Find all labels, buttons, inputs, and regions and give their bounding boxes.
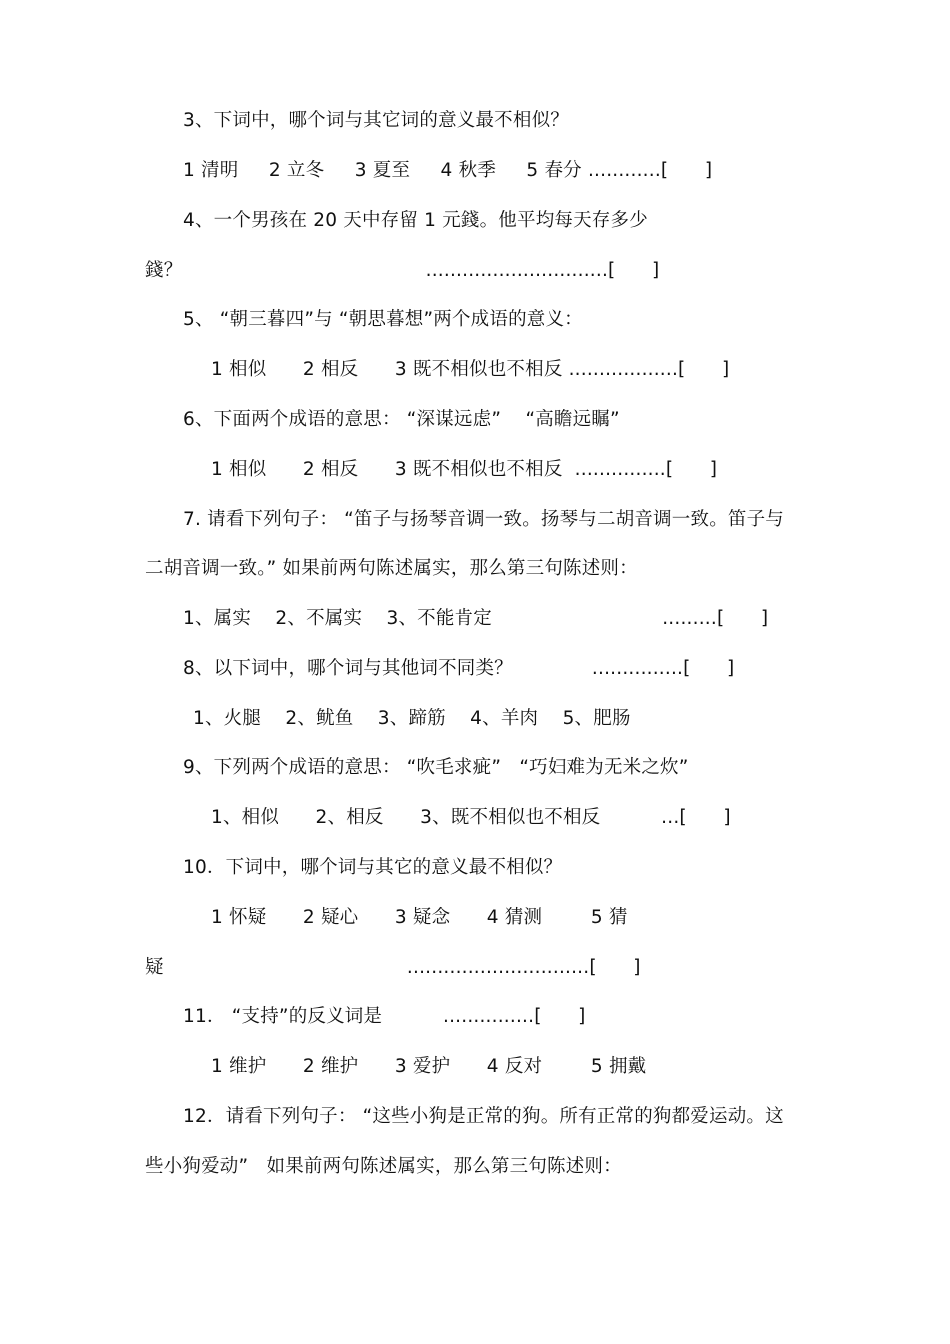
question-7-options: 1、属实 2、不属实 3、不能肯定 .........[ ] [183,608,769,629]
question-10-options: 1 怀疑 2 疑心 3 疑念 4 猜测 5 猜 [211,907,628,928]
question-6-options: 1 相似 2 相反 3 既不相似也不相反 ...............[ ] [211,459,718,480]
question-3: 3、下词中，哪个词与其它词的意义最不相似？ [183,110,569,131]
question-11: 11． “支持”的反义词是 ...............[ ] [183,1006,586,1027]
question-7: 7. 请看下列句子： “笛子与扬琴音调一致。扬琴与二胡音调一致。笛子与 [183,509,784,530]
question-12: 12．请看下列句子： “这些小狗是正常的狗。所有正常的狗都爱运动。这 [183,1106,784,1127]
question-10: 10．下词中，哪个词与其它的意义最不相似？ [183,857,563,878]
question-7-continued: 二胡音调一致。” 如果前两句陈述属实，那么第三句陈述则： [145,558,638,579]
question-5-options: 1 相似 2 相反 3 既不相似也不相反 ..................[ ] [211,359,730,380]
question-9: 9、下列两个成语的意思： “吹毛求疵” “巧妇难为无米之炊” [183,757,689,778]
question-8: 8、以下词中，哪个词与其他词不同类？ ...............[ ] [183,658,735,679]
question-3-options: 1 清明 2 立冬 3 夏至 4 秋季 5 春分 ............[ ] [183,160,713,181]
question-10-continued: 疑 ..............................[ ] [145,957,641,978]
question-11-options: 1 维护 2 维护 3 爱护 4 反对 5 拥戴 [211,1056,647,1077]
question-6: 6、下面两个成语的意思： “深谋远虑” “高瞻远瞩” [183,409,620,430]
question-5: 5、 “朝三暮四”与 “朝思暮想”两个成语的意义： [183,309,583,330]
question-4-continued: 錢？ ..............................[ ] [145,260,660,281]
question-4: 4、一个男孩在 20 天中存留 1 元錢。他平均每天存多少 [183,210,648,231]
question-9-options: 1、相似 2、相反 3、既不相似也不相反 ...[ ] [211,807,731,828]
question-12-continued: 些小狗爱动” 如果前两句陈述属实，那么第三句陈述则： [145,1156,622,1177]
question-8-options: 1、火腿 2、鱿鱼 3、蹄筋 4、羊肉 5、肥肠 [193,708,631,729]
